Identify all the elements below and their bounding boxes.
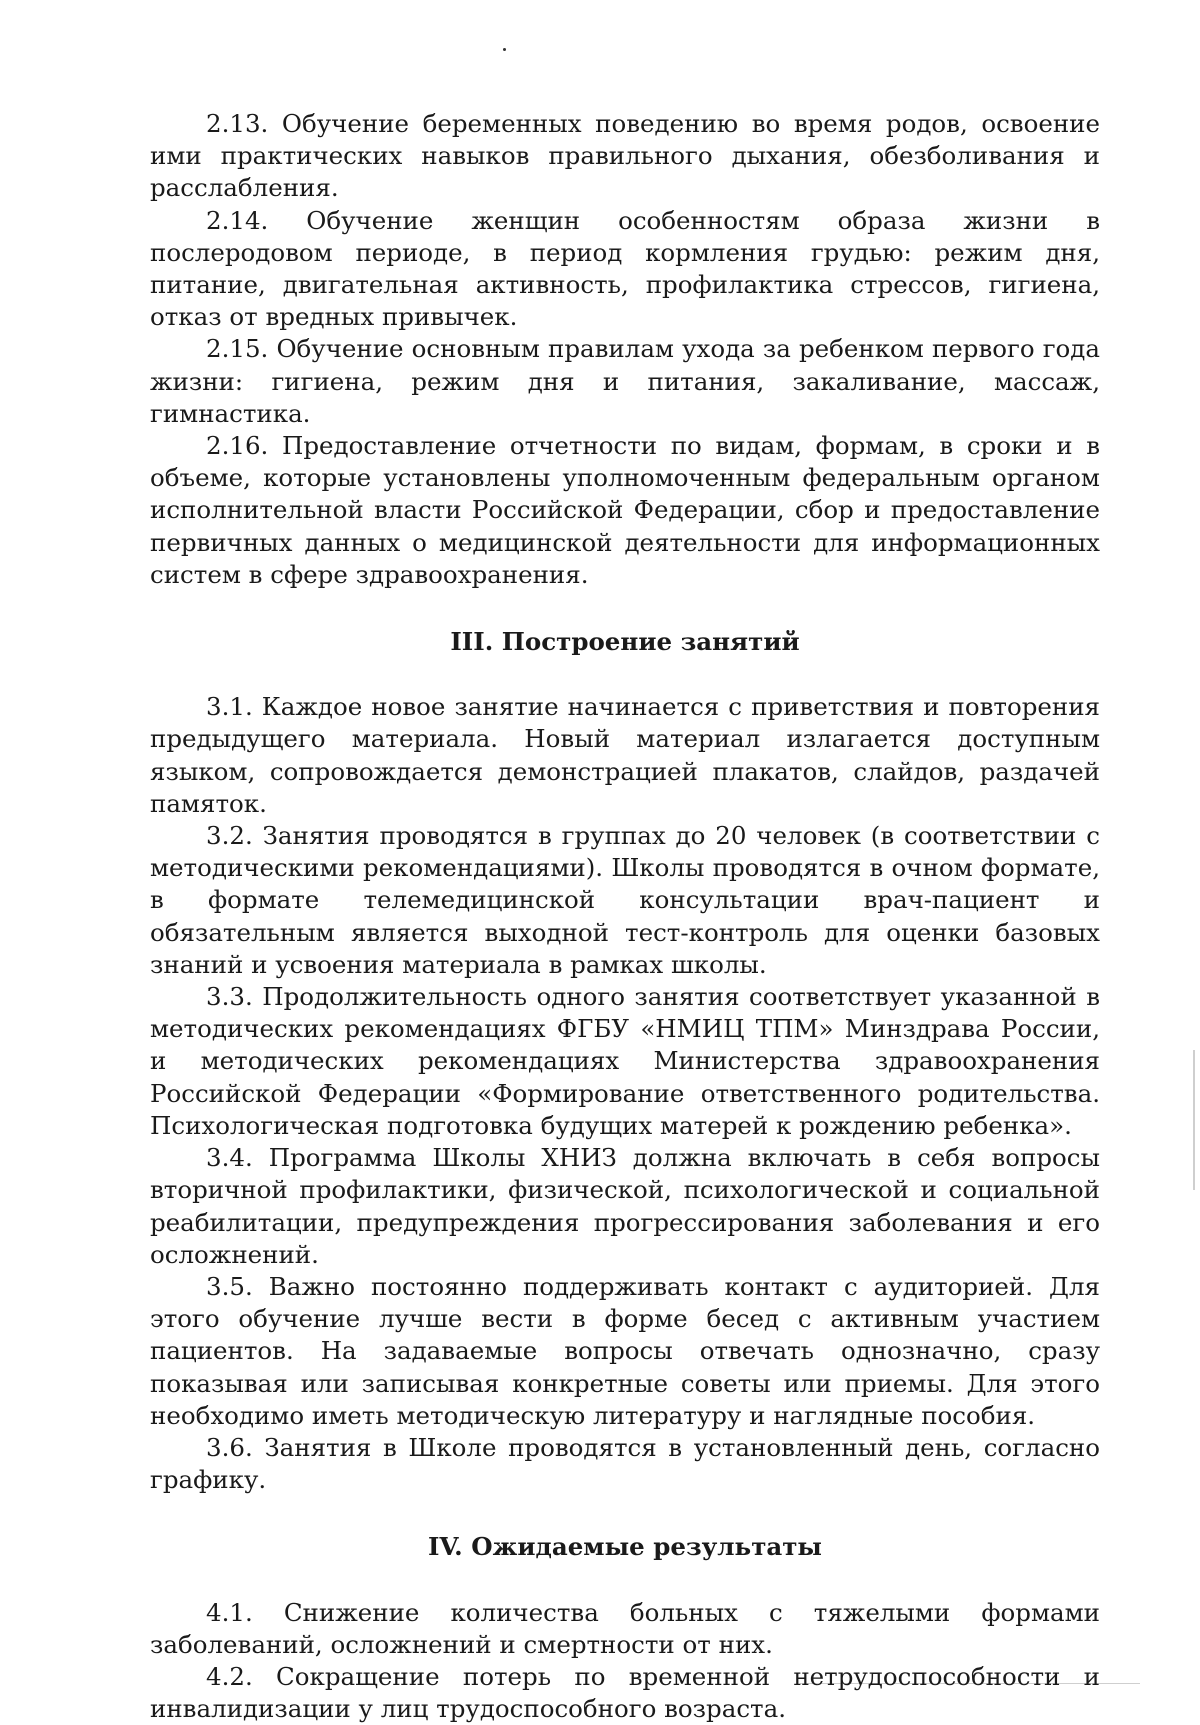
paragraph-3-6: 3.6. Занятия в Школе проводятся в установленный день, согласно графику. xyxy=(150,1432,1100,1495)
paragraph-4-2: 4.2. Сокращение потерь по временной нетрудоспособности и инвалидизации у лиц трудоспособного возраста. xyxy=(150,1661,1100,1724)
document-page xyxy=(150,108,1100,1725)
paragraph-3-4: 3.4. Программа Школы ХНИЗ должна включать в себя вопросы вторичной профилактики, физической, психологической и социальной реабилитации, предупреждения прогрессирования заболевания и его осложнений. xyxy=(150,1143,1100,1269)
paragraph-3-1: 3.1. Каждое новое занятие начинается с приветствия и повторения предыдущего материала. Новый материал излагается доступным языком, сопровождается демонстрацией плакатов, слайдов, раздачей памяток. xyxy=(150,692,1100,818)
section-4-heading: IV. Ожидаемые результаты xyxy=(428,1532,822,1562)
scan-speck xyxy=(503,48,506,51)
paragraph-2-15: 2.15. Обучение основным правилам ухода за ребенком первого года жизни: гигиена, режим дня и питания, закаливание, массаж, гимнастика. xyxy=(150,334,1100,428)
paragraph-3-2: 3.2. Занятия проводятся в группах до 20 человек (в соответствии с методическими рекомендациями). Школы проводятся в очном формате, в формате телемедицинской консультации врач-пациент и обязательным является выходной тест-контроль для оценки базовых знаний и усвоения материала в рамках школы. xyxy=(150,821,1100,979)
paragraph-3-3: 3.3. Продолжительность одного занятия соответствует указанной в методических рекомендациях ФГБУ «НМИЦ ТПМ» Минздрава России, и методических рекомендациях Министерства здравоохранения Российской Федерации «Формирование ответственного родительства. Психологическая подготовка будущих матерей к рождению ребенка». xyxy=(150,982,1100,1140)
paragraph-2-13: 2.13. Обучение беременных поведению во время родов, освоение ими практических навыков правильного дыхания, обезболивания и расслабления. xyxy=(150,109,1100,203)
section-3-heading: III. Построение занятий xyxy=(450,627,800,657)
paragraph-2-14: 2.14. Обучение женщин особенностям образа жизни в послеродовом периоде, в период кормления грудью: режим дня, питание, двигательная активность, профилактика стрессов, гигиена, отказ от вредных привычек. xyxy=(150,205,1100,332)
paragraph-4-1: 4.1. Снижение количества больных с тяжелыми формами заболеваний, осложнений и смертности от них. xyxy=(150,1597,1100,1659)
paragraph-3-5: 3.5. Важно постоянно поддерживать контакт с аудиторией. Для этого обучение лучше вести в форме бесед с активным участием пациентов. На задаваемые вопросы отвечать однозначно, сразу показывая или записывая конкретные советы или приемы. Для этого необходимо иметь методическую литературу и наглядные пособия. xyxy=(150,1271,1100,1430)
paragraph-2-16: 2.16. Предоставление отчетности по видам, формам, в сроки и в объеме, которые установлены уполномоченным федеральным органом исполнительной власти Российской Федерации, сбор и предоставление первичных данных о медицинской деятельности для информационных систем в сфере здравоохранения. xyxy=(150,431,1100,589)
scan-edge-line xyxy=(1193,1050,1195,1190)
